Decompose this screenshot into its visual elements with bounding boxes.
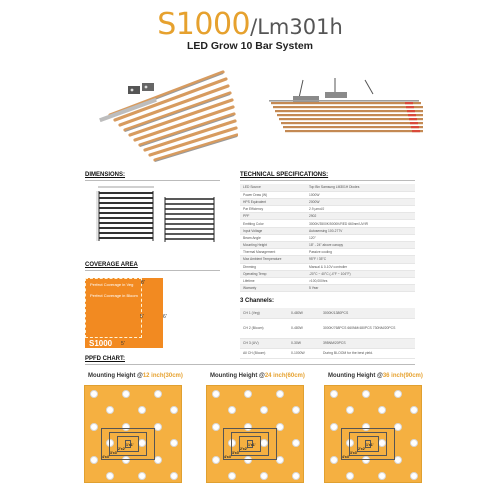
channel-name: All CH (Bloom) (240, 348, 288, 358)
product-image-side (265, 72, 425, 142)
spec-row (240, 234, 415, 241)
ppfd-measure-point (90, 390, 98, 398)
ppfd-measure-point (154, 390, 162, 398)
ppfd-measure-point (90, 423, 98, 431)
ppfd-measure-point (394, 456, 402, 464)
spec-key: Thermal Management (240, 249, 306, 256)
ppfd-measure-point (212, 390, 220, 398)
coverage-side-outer: 6' (163, 314, 167, 320)
channel-desc: During BLOOM for the best yield. (320, 348, 415, 358)
spec-row (240, 184, 415, 191)
spec-row (240, 249, 415, 256)
ppfd-measure-point (330, 423, 338, 431)
ppfd-height-value: 36 inch(90cm) (382, 373, 423, 379)
spec-key: HPS Equivalent (240, 198, 306, 205)
coverage-inner-area (85, 278, 142, 338)
ppfd-measure-point (228, 472, 236, 480)
spec-value: Passive cooling (306, 249, 415, 256)
spec-key: Beam Angle (240, 234, 306, 241)
spec-key: Mounting Height (240, 242, 306, 249)
ppfd-zone-label: 1'x1' (126, 443, 134, 447)
spec-key: Max Ambient Temperature (240, 256, 306, 263)
ppfd-measure-point (106, 472, 114, 480)
ppfd-measure-point (276, 423, 284, 431)
dimensions-rule (85, 180, 220, 181)
channel-row (240, 308, 415, 318)
ppfd-measure-point (330, 390, 338, 398)
spec-key: Lifetime (240, 277, 306, 284)
spec-value: -20°C ~ 40°C (-4°F ~ 104°F) (306, 270, 415, 277)
ppfd-measure-point (244, 390, 252, 398)
channels-table (240, 308, 415, 359)
channel-row (240, 318, 415, 338)
spec-key: LED Source (240, 184, 306, 191)
spec-row (240, 242, 415, 249)
spec-key: Emitting Color (240, 220, 306, 227)
ppfd-measure-point (276, 456, 284, 464)
channel-desc: 395NM/20PCS (320, 338, 415, 348)
ppfd-measure-point (90, 456, 98, 464)
ppfd-measure-point (378, 472, 386, 480)
spec-row (240, 191, 415, 198)
spec-row (240, 277, 415, 284)
channel-name: CH 1 (Veg) (240, 308, 288, 318)
spec-value: Top Bin Samsung LM301H Diodes (306, 184, 415, 191)
dimension-front-view (96, 186, 156, 246)
ppfd-measure-point (212, 423, 220, 431)
chip-name: /Lm301h (250, 15, 343, 39)
channel-watts: 0-30W (288, 338, 320, 348)
coverage-veg-label: Perfect Coverage in Veg (90, 282, 134, 287)
ppfd-height-label (88, 373, 183, 379)
ppfd-height-value: 12 inch(30cm) (142, 373, 183, 379)
spec-value: 3000K/3500K/5000K/RED 660nm/UV/IR (306, 220, 415, 227)
spec-value: 2902 (306, 213, 415, 220)
ppfd-zone-label: 4'x4' (102, 455, 110, 459)
spec-value: >100,000hrs (306, 277, 415, 284)
ppfd-height-label (328, 373, 423, 379)
channel-row (240, 348, 415, 358)
spec-key: PPF (240, 213, 306, 220)
channel-row (240, 338, 415, 348)
dimensions-heading: DIMENSIONS: (85, 172, 126, 178)
spec-value: Autosensing 100-277V (306, 227, 415, 234)
spec-key: Warranty (240, 285, 306, 292)
ppfd-measure-point (362, 390, 370, 398)
ppfd-measure-point (276, 390, 284, 398)
ppfd-measure-point (212, 456, 220, 464)
product-subtitle: LED Grow 10 Bar System (186, 40, 314, 52)
ppfd-zone-label: 4'x4' (224, 455, 232, 459)
ppfd-zone-label: 1'x1' (366, 443, 374, 447)
ppfd-zone-label: 1'x1' (248, 443, 256, 447)
ppfd-heading: PPFD CHART: (85, 356, 125, 362)
ppfd-measure-point (410, 472, 418, 480)
ppfd-height-value: 24 inch(60cm) (264, 373, 305, 379)
spec-value: 18" - 24" above canopy (306, 242, 415, 249)
spec-table (240, 184, 415, 292)
channel-watts: 0-1000W (288, 348, 320, 358)
ppfd-label-prefix: Mounting Height @ (88, 373, 143, 379)
ppfd-zone-label: 3'x3' (110, 451, 118, 455)
ppfd-zone-label: 3'x3' (232, 451, 240, 455)
ppfd-zone-label: 2'x2' (240, 447, 248, 451)
spec-row (240, 198, 415, 205)
spec-row (240, 285, 415, 292)
spec-value: Manual & 0-10V controller (306, 263, 415, 270)
ppfd-measure-point (260, 472, 268, 480)
coverage-side-inner: 5' (140, 314, 144, 320)
coverage-model-label: S1000 (89, 339, 113, 348)
ppfd-measure-point (122, 390, 130, 398)
spec-row (240, 270, 415, 277)
spec-row (240, 227, 415, 234)
channel-desc: 3000K/1380PCS (320, 308, 415, 318)
spec-row (240, 263, 415, 270)
fixture-angled-illustration (88, 60, 238, 170)
top-view-drawing (162, 196, 217, 246)
ppfd-zone-label: 4'x4' (342, 455, 350, 459)
ppfd-measure-point (330, 456, 338, 464)
coverage-heading: COVERAGE AREA (85, 262, 138, 268)
spec-key: Power Draw (W) (240, 191, 306, 198)
spec-value: 120° (306, 234, 415, 241)
channel-name: CH 2 (Bloom) (240, 318, 288, 338)
spec-key: Input Voltage (240, 227, 306, 234)
ppfd-measure-point (170, 472, 178, 480)
ppfd-height-label (210, 373, 305, 379)
dimension-top-view (162, 196, 217, 246)
channel-desc: 3000K/768PCS 660NM/480PCS 730NM/20PCS (320, 318, 415, 338)
channel-watts: 0-480W (288, 318, 320, 338)
model-name: S1000 (157, 7, 251, 42)
ppfd-zone-label: 3'x3' (350, 451, 358, 455)
ppfd-label-prefix: Mounting Height @ (328, 373, 383, 379)
coverage-veg-size: 8' (141, 280, 145, 286)
ppfd-measure-point (394, 423, 402, 431)
ppfd-measure-point (346, 472, 354, 480)
product-image-front (88, 60, 238, 170)
ppfd-measure-point (154, 423, 162, 431)
spec-value: 2.9 μmol/J (306, 206, 415, 213)
ppfd-measure-point (138, 472, 146, 480)
spec-key: Operating Temp (240, 270, 306, 277)
spec-row (240, 213, 415, 220)
spec-key: Par Efficiency (240, 206, 306, 213)
ppfd-measure-point (292, 472, 300, 480)
spec-key: Dimming (240, 263, 306, 270)
ppfd-label-prefix: Mounting Height @ (210, 373, 265, 379)
channel-name: CH 3 (UV) (240, 338, 288, 348)
spec-row (240, 206, 415, 213)
product-title (0, 7, 500, 42)
spec-value: 95°F / 35°C (306, 256, 415, 263)
channels-heading: 3 Channels: (240, 298, 275, 304)
spec-value: 5 Year (306, 285, 415, 292)
coverage-bottom-dim: 5' (121, 341, 125, 347)
ppfd-measure-point (394, 390, 402, 398)
fixture-side-illustration (265, 72, 425, 142)
spec-value: 1000W (306, 191, 415, 198)
tech-specs-rule (240, 180, 415, 181)
spec-row (240, 256, 415, 263)
front-view-drawing (96, 186, 156, 246)
channel-watts: 0-480W (288, 308, 320, 318)
ppfd-zone-label: 2'x2' (358, 447, 366, 451)
coverage-rule (85, 270, 220, 271)
ppfd-measure-point (154, 456, 162, 464)
tech-specs-heading: TECHNICAL SPECIFICATIONS: (240, 172, 329, 178)
ppfd-rule (85, 364, 415, 365)
spec-value: 2000W (306, 198, 415, 205)
coverage-bloom-label: Perfect Coverage in Bloom (90, 293, 138, 298)
ppfd-zone-label: 2'x2' (118, 447, 126, 451)
spec-row (240, 220, 415, 227)
